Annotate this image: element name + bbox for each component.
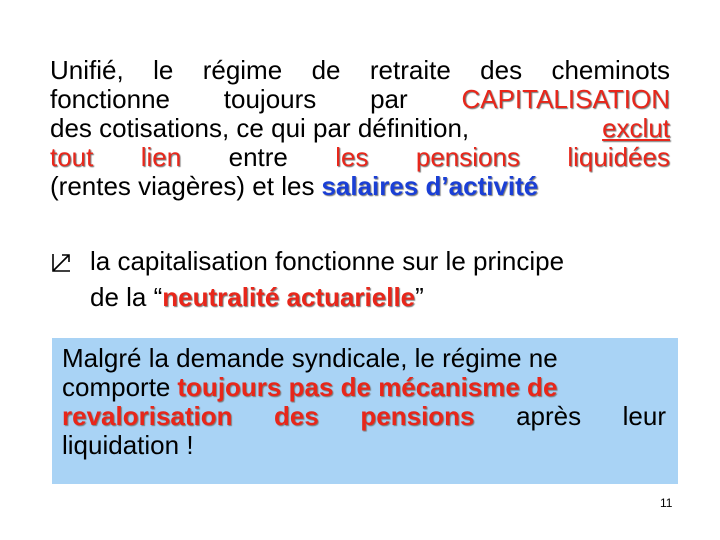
paragraph-line-5 (50, 172, 670, 201)
word: de (311, 55, 341, 85)
highlight-word: des (274, 401, 319, 431)
word: leur (622, 401, 666, 431)
text: (rentes viagères) et les (50, 171, 315, 201)
highlight-word: revalorisation (62, 401, 233, 431)
bullet-prefix: de la “ (90, 282, 163, 312)
box-line-1 (62, 344, 666, 373)
bullet-text: la capitalisation fonctionne sur le principe (90, 246, 565, 276)
box-line-3 (62, 402, 666, 431)
word: fonctionne (50, 84, 170, 114)
word: régime (202, 55, 283, 85)
word: retraite (369, 55, 451, 85)
highlight-word: lien (140, 142, 182, 172)
highlight-word: liquidées (567, 142, 670, 172)
callout-box (52, 338, 678, 484)
box-line-2 (62, 373, 666, 402)
callout-text (62, 344, 666, 460)
box-line-4 (62, 431, 666, 460)
paragraph-line-3 (50, 114, 670, 143)
paragraph-line-2 (50, 85, 670, 114)
text: liquidation ! (62, 430, 194, 460)
highlight-word: tout (50, 142, 94, 172)
word: Unifié, (50, 55, 124, 85)
paragraph-line-4 (50, 143, 670, 172)
toujours-highlight: toujours pas de mécanisme de (177, 372, 558, 402)
highlight-word: les (335, 142, 369, 172)
bullet-suffix: ” (415, 282, 424, 312)
arrow-icon (50, 246, 90, 282)
word: des (480, 55, 523, 85)
exclut-highlight: exclut (602, 113, 670, 143)
salaires-highlight (321, 172, 538, 201)
capitalisation-highlight: CAPITALISATION (461, 84, 670, 114)
bullet-row-2 (50, 282, 690, 313)
page-number: 11 (660, 496, 673, 510)
text: Malgré la demande syndicale, le régime ne (62, 343, 558, 373)
word: cheminots (551, 55, 670, 85)
neutralite-highlight: neutralité actuarielle (162, 282, 416, 312)
word: par (370, 84, 408, 114)
salaires-text: salaires d’activité (321, 171, 539, 201)
word: entre (228, 142, 288, 172)
text: des cotisations, ce qui par définition, (50, 113, 470, 143)
highlight-word: pensions (415, 142, 520, 172)
highlight-word: pensions (360, 401, 475, 431)
word: après (516, 401, 582, 431)
bullet-row-1 (50, 246, 690, 282)
main-paragraph (50, 56, 670, 201)
word: toujours (223, 84, 317, 114)
text: comporte (62, 372, 171, 402)
word: le (153, 55, 174, 85)
bullet-point (50, 246, 690, 313)
paragraph-line-1 (50, 56, 670, 85)
